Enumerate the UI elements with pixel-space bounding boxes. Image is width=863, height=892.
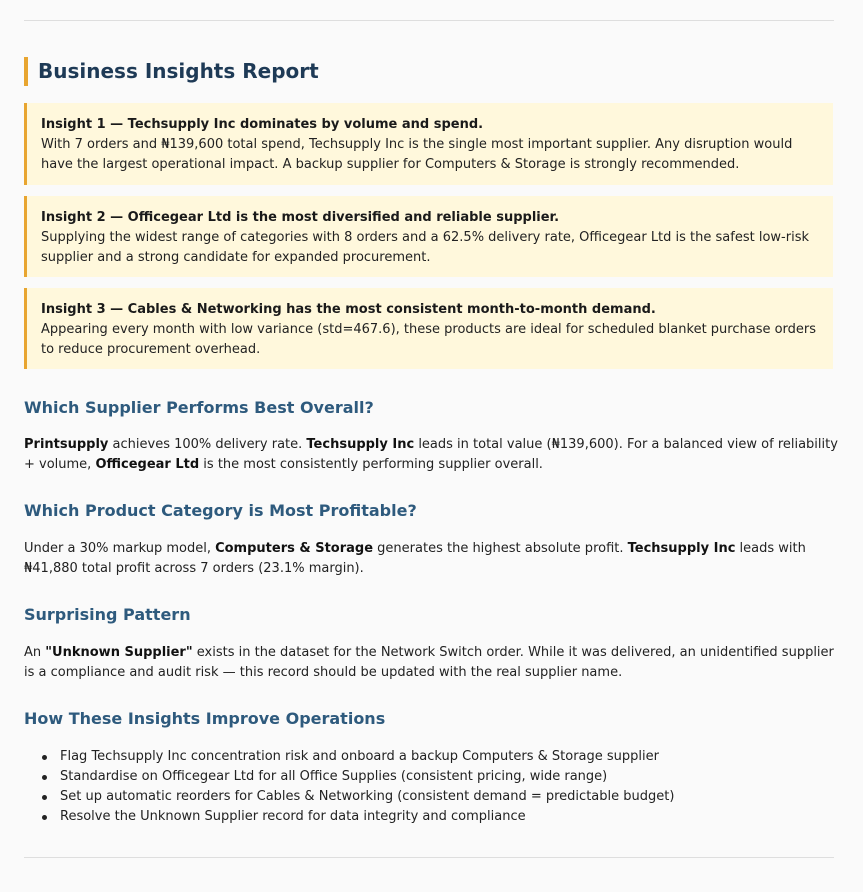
insight-body: Supplying the widest range of categories with 8 orders and a 62.5% delivery rate, Officegear Ltd is the safest low-risk supplier and a strong candidate for expanded procurement. [41, 230, 809, 265]
insight-callout-1 [24, 103, 833, 185]
operations-list [24, 747, 824, 827]
bold-text: Computers & Storage [215, 541, 374, 556]
insight-body: Appearing every month with low variance (std=467.6), these products are ideal for scheduled blanket purchase orders to reduce procurement overhead. [41, 322, 817, 357]
bottom-divider [24, 857, 834, 858]
report-title: Business Insights Report [24, 57, 424, 86]
body-text: is the most consistently performing supplier overall. [199, 457, 543, 472]
bold-text: "Unknown Supplier" [45, 645, 193, 660]
list-item: Set up automatic reorders for Cables & Networking (consistent demand = predictable budget) [24, 787, 824, 807]
surprising-pattern-paragraph [24, 643, 839, 683]
body-text: An [24, 645, 46, 660]
list-item: Flag Techsupply Inc concentration risk and onboard a backup Computers & Storage supplier [24, 747, 824, 767]
list-item: Standardise on Officegear Ltd for all Office Supplies (consistent pricing, wide range) [24, 767, 824, 787]
insight-callout-2 [24, 196, 833, 277]
top-divider [24, 20, 834, 21]
bold-text: Techsupply Inc [627, 541, 736, 556]
body-text: generates the highest absolute profit. [373, 541, 628, 556]
bold-text: Techsupply Inc [306, 437, 415, 452]
insight-title: Insight 1 — Techsupply Inc dominates by volume and spend. [41, 117, 484, 132]
body-text: Under a 30% markup model, [24, 541, 216, 556]
insight-body: With 7 orders and ₦139,600 total spend, Techsupply Inc is the single most important supplier. Any disruption would have the largest operational impact. A backup supplier for Computers & Storage is strongly recommended. [41, 137, 793, 172]
section-heading-profitable-category: Which Product Category is Most Profitable? [24, 501, 417, 520]
body-text: leads in total value (₦139,600). For a balanced view of reliability + volume, [24, 437, 838, 472]
bold-text: Printsupply [24, 437, 109, 452]
body-text: exists in the dataset for the Network Switch order. While it was delivered, an unidentified supplier is a compliance and audit risk — this record should be updated with the real supplier name. [24, 645, 834, 680]
section-heading-operations: How These Insights Improve Operations [24, 709, 386, 728]
profitable-category-paragraph [24, 539, 839, 579]
insight-callout-3 [24, 288, 833, 369]
section-heading-best-supplier: Which Supplier Performs Best Overall? [24, 398, 374, 417]
insight-title: Insight 3 — Cables & Networking has the most consistent month-to-month demand. [41, 302, 656, 317]
best-supplier-paragraph [24, 435, 839, 475]
insight-title: Insight 2 — Officegear Ltd is the most diversified and reliable supplier. [41, 210, 560, 225]
list-item: Resolve the Unknown Supplier record for data integrity and compliance [24, 807, 824, 827]
section-heading-surprising-pattern: Surprising Pattern [24, 605, 191, 624]
body-text: achieves 100% delivery rate. [108, 437, 307, 452]
bold-text: Officegear Ltd [95, 457, 200, 472]
body-text: leads with ₦41,880 total profit across 7 orders (23.1% margin). [24, 541, 806, 576]
